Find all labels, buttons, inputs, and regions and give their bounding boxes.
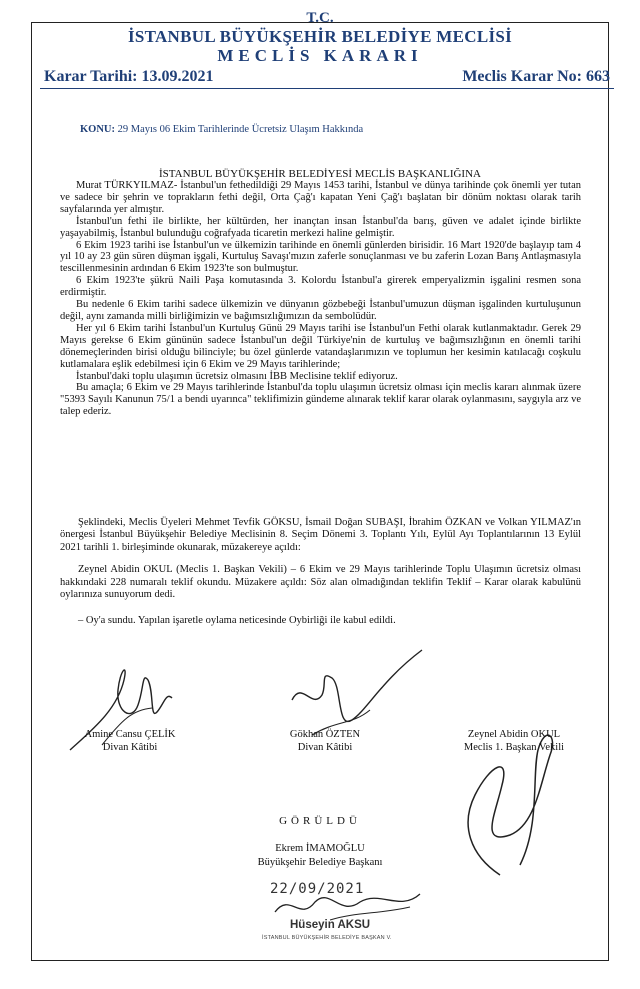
body-paragraph: Bu nedenle 6 Ekim tarihi sadece ülkemizin ve dünyanın gözbebeği İstanbul'umuzun düşman işgalinden kurtuluşunun değil, aynı zamanda milli birliğimizin ve bağımsızlığımızın da sembolüdür. xyxy=(60,299,581,322)
subject-label: KONU: xyxy=(80,124,115,135)
body-paragraph: 6 Ekim 1923 tarihi ise İstanbul'un ve ülkemizin tarihinde en önemli günlerden birisidir. 16 Mart 1920'de başlayıp tam 4 yıl 10 ay 23 gün süren düşman işgali, Kurtuluş Savaşı'mızın zaferle sonuçlanması ve bu zaferin Lozan Barış Antlaşmasıyla tescillenmesinin ardından 6 Ekim 1923'te son bulmuştur. xyxy=(60,239,581,275)
decision-date: Karar Tarihi: 13.09.2021 xyxy=(44,68,214,85)
signatory-title: Divan Kâtibi xyxy=(102,742,158,753)
body-paragraph: Bu amaçla; 6 Ekim ve 29 Mayıs tarihlerinde İstanbul'da toplu ulaşımın ücretsiz olması için meclis kararı alınmak üzere "5393 Sayılı Kanunun 75/1 a bendi uyarınca" teklifimizin gündeme alınarak teklif karar olarak oylanmasını, saygıyla arz ve talep ederiz. xyxy=(60,382,581,418)
mayor-name: Ekrem İMAMOĞLU xyxy=(275,843,365,854)
mayor-block xyxy=(0,842,640,870)
body-paragraph: Murat TÜRKYILMAZ- İstanbul'un fethedildiği 29 Mayıs 1453 tarihi, İstanbul ve dünya tarihinde çok önemli yer tutan ve sadece bir şehrin ve toprakların fethi değil, Orta Çağ'ı kapatan Yeni Çağ'ı başlatan bir dönüm noktası olarak tarih sayfalarında yer almıştır. xyxy=(60,180,581,215)
approval-stamp-subtitle: İSTANBUL BÜYÜKŞEHİR BELEDİYE BAŞKAN V. xyxy=(262,935,392,941)
addressee: İSTANBUL BÜYÜKŞEHİR BELEDİYESİ MECLİS BAŞKANLIĞINA xyxy=(159,168,481,180)
proceedings-paragraph: Zeynel Abidin OKUL (Meclis 1. Başkan Vekili) – 6 Ekim ve 29 Mayıs tarihlerinde Toplu Ulaşımın ücretsiz olması hakkındaki 228 numaralı teklif okundu. Müzakere açıldı: Söz alan olmadığından teklifin Teklif – Karar olarak kabulünü oylarınıza sunuyorum dedi. xyxy=(60,564,581,601)
signatory-title: Divan Kâtibi xyxy=(297,742,353,753)
mayor-title: Büyükşehir Belediye Başkanı xyxy=(257,857,383,868)
decision-meta-row xyxy=(44,68,610,86)
subject-line xyxy=(80,124,363,135)
approval-stamp-date: 22/09/2021 xyxy=(270,881,365,897)
signatory-name: Zeynel Abidin OKUL xyxy=(467,729,561,740)
header-council-name: İSTANBUL BÜYÜKŞEHİR BELEDİYE MECLİSİ xyxy=(127,27,513,46)
signatory-celik xyxy=(70,728,190,754)
approval-stamp-name: Hüseyin AKSU xyxy=(290,919,371,931)
vote-result: – Oy'a sundu. Yapılan işaretle oylama neticesinde Oybirliği ile kabul edildi. xyxy=(78,615,396,627)
approval-label: GÖRÜLDÜ xyxy=(279,815,361,827)
signatory-okul xyxy=(448,728,580,754)
body-paragraph: Her yıl 6 Ekim tarihi İstanbul'un Kurtuluş Günü 29 Mayıs tarihi ise İstanbul'un Fethi olarak kutlanmaktadır. Gerek 29 Mayıs gerekse 6 Ekim gününün sadece İstanbul'un değil Türkiye'nin de kurtuluş ve bağımsızlığının en önemli tarihi dönemeçlerinden birisi olduğu bilinciyle; bu özel günlerde vatandaşlarımızın ve toplumun her kesimin katılacağı coşkulu kutlamalara eşlik edebilmesi için 6 Ekim ve 29 Mayıs tarihlerinde; xyxy=(60,322,581,370)
signatory-title: Meclis 1. Başkan Vekili xyxy=(463,742,565,753)
proceedings-paragraph: Şeklindeki, Meclis Üyeleri Mehmet Tevfik GÖKSU, İsmail Doğan SUBAŞI, İbrahim ÖZKAN ve Volkan YILMAZ'ın önergesi İstanbul Büyükşehir Belediye Meclisinin 8. Seçim Dönemi 3. Toplantı Yılı, Eylül Ayı Toplantılarının 13 Eylül 2021 tarihli 1. birleşiminde okunarak, müzakereye açıldı: xyxy=(60,517,581,553)
proceedings xyxy=(60,517,581,638)
subject-text: 29 Mayıs 06 Ekim Tarihlerinde Ücretsiz Ulaşım Hakkında xyxy=(117,124,364,135)
signatory-name: Amine Cansu ÇELİK xyxy=(84,729,176,740)
signatory-name: Gökhan ÖZTEN xyxy=(289,729,361,740)
signatory-ozten xyxy=(265,728,385,754)
header-tc: T.C. xyxy=(306,10,334,26)
header-decision-title: MECLİS KARARI xyxy=(217,46,423,65)
body-paragraph: 6 Ekim 1923'te şükrü Naili Paşa komutasında 3. Kolordu İstanbul'a girerek emperyalizmin işgalini resmen sona erdirmiştir. xyxy=(60,275,581,299)
body-paragraph: İstanbul'daki toplu ulaşımın ücretsiz olmasını İBB Meclisine teklif ediyoruz. xyxy=(76,370,398,382)
body-paragraph: İstanbul'un fethi ile birlikte, her kültürden, her inançtan insan İstanbul'da barış, güven ve adalet içinde birlikte yaşayabilmiş, İstanbul bulunduğu coğrafyada ticaretin merkezi haline gelmiştir. xyxy=(60,215,581,239)
header-divider xyxy=(40,88,614,89)
motion-body xyxy=(60,180,581,418)
decision-number: Meclis Karar No: 663 xyxy=(462,68,610,85)
